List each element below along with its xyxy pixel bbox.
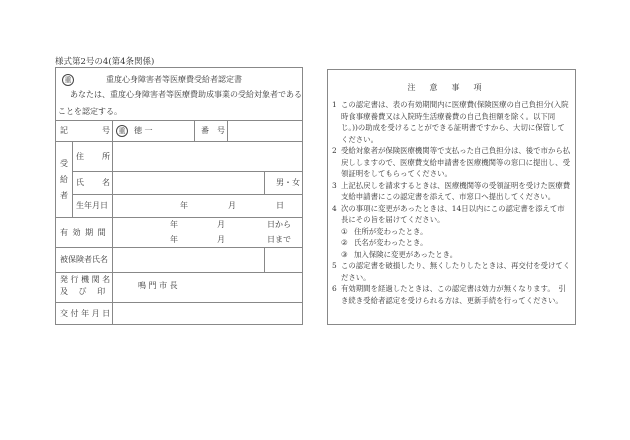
issuer-label-line2: 及 び 印 [60, 287, 106, 296]
validity-period-label: 有 効 期 間 [60, 228, 107, 237]
divider [264, 171, 265, 194]
certificate-form [55, 67, 303, 325]
birth-month-unit: 月 [228, 201, 236, 210]
kigou-seal-icon: 重 [116, 125, 128, 137]
divider [72, 171, 302, 172]
note-item-4: 4 次の事項に変更があったときは、14日以内にこの認定書を添えて市長にその旨を届けてください。 [332, 203, 565, 224]
name-label-right: 名 [102, 178, 110, 187]
birthdate-label: 生年月日 [76, 201, 108, 210]
divider [72, 194, 302, 195]
notes-title: 注意事項 [407, 83, 496, 92]
note-item-3: 3 上記払戻しを請求するときは、医療機関等の受領証明を受けた医療費支給申請書にこの認定書を添えて、市窓口へ提出してください。 [332, 180, 571, 201]
note-item-5: 5 この認定書を破損したり、無くしたりしたときは、再交付を受けてください。 [332, 261, 571, 282]
recipient-label-3: 者 [60, 191, 68, 200]
address-label-right: 所 [102, 152, 110, 161]
recipient-column-divider [72, 141, 73, 217]
period-to-day: 日まで [267, 235, 291, 244]
note-subitem-3: ③ 加入保険に変更があったとき。 [341, 249, 458, 259]
period-from-day: 日から [267, 220, 291, 229]
notes-list [332, 99, 572, 306]
form-number-label: 様式第2号の4(第4条関係) [55, 57, 155, 67]
divider [56, 247, 302, 248]
issuer-value: 鳴 門 市 長 [138, 281, 178, 290]
divider [264, 247, 265, 272]
divider [56, 272, 302, 273]
note-item-2: 2 受給対象者が保険医療機関等で支払った自己負担分は、後で市から払戻ししますので、医療費支給申請書を医療機関等の窓口に提出し、受領証明をしてもらってください。 [332, 146, 571, 178]
insured-name-label: 被保険者氏名 [60, 255, 108, 264]
recipient-label-2: 給 [60, 175, 68, 184]
certificate-intro-line1: あなたは、重度心身障害者等医療費助成事業の受給対象者である [70, 90, 302, 99]
seal-mark-icon: 重 [62, 74, 74, 86]
issuer-label-line1: 発 行 機 関 名 [60, 275, 111, 284]
gender-selector[interactable]: 男・女 [276, 178, 300, 187]
name-label-left: 氏 [76, 178, 84, 187]
period-from-month: 月 [217, 220, 225, 229]
divider [56, 217, 302, 218]
certificate-title: 重度心身障害者等医療費受給者認定書 [106, 75, 242, 84]
kigou-label-right: 号 [102, 126, 110, 135]
period-to-year: 年 [170, 235, 178, 244]
address-label-left: 住 [76, 152, 84, 161]
bangou-label: 番 号 [201, 126, 225, 135]
recipient-label-1: 受 [60, 159, 68, 168]
note-subitem-1: ① 住所が変わったとき。 [341, 226, 428, 236]
issue-date-label: 交 付 年 月 日 [60, 309, 111, 318]
label-column-divider [112, 120, 113, 325]
birth-day-unit: 日 [276, 201, 284, 210]
divider [227, 120, 228, 141]
kigou-label-left: 記 [60, 126, 68, 135]
period-from-year: 年 [170, 220, 178, 229]
note-item-1: 1 この認定書は、表の有効期間内に医療費(保険医療の自己負担分(入院時食事療養費又は入院時生活療養費の自己負担額を除く。以下同じ。))の助成を受けることができる証明書ですから、大切に保管してください。 [332, 100, 569, 144]
divider [56, 141, 302, 142]
birth-year-unit: 年 [180, 201, 188, 210]
note-item-6: 6 有効期間を経過したときは、この認定書は効力が無くなります。 引き続き受給者認定を受けられる方は、更新手続を行ってください。 [332, 284, 566, 305]
divider [56, 302, 302, 303]
period-to-month: 月 [217, 235, 225, 244]
notes-panel [327, 69, 576, 325]
kigou-value: 徳 一 [134, 126, 153, 135]
certificate-intro-line2: ことを認定する。 [58, 107, 122, 116]
divider [194, 120, 195, 141]
divider [56, 120, 302, 121]
note-subitem-2: ② 氏名が変わったとき。 [341, 238, 428, 247]
